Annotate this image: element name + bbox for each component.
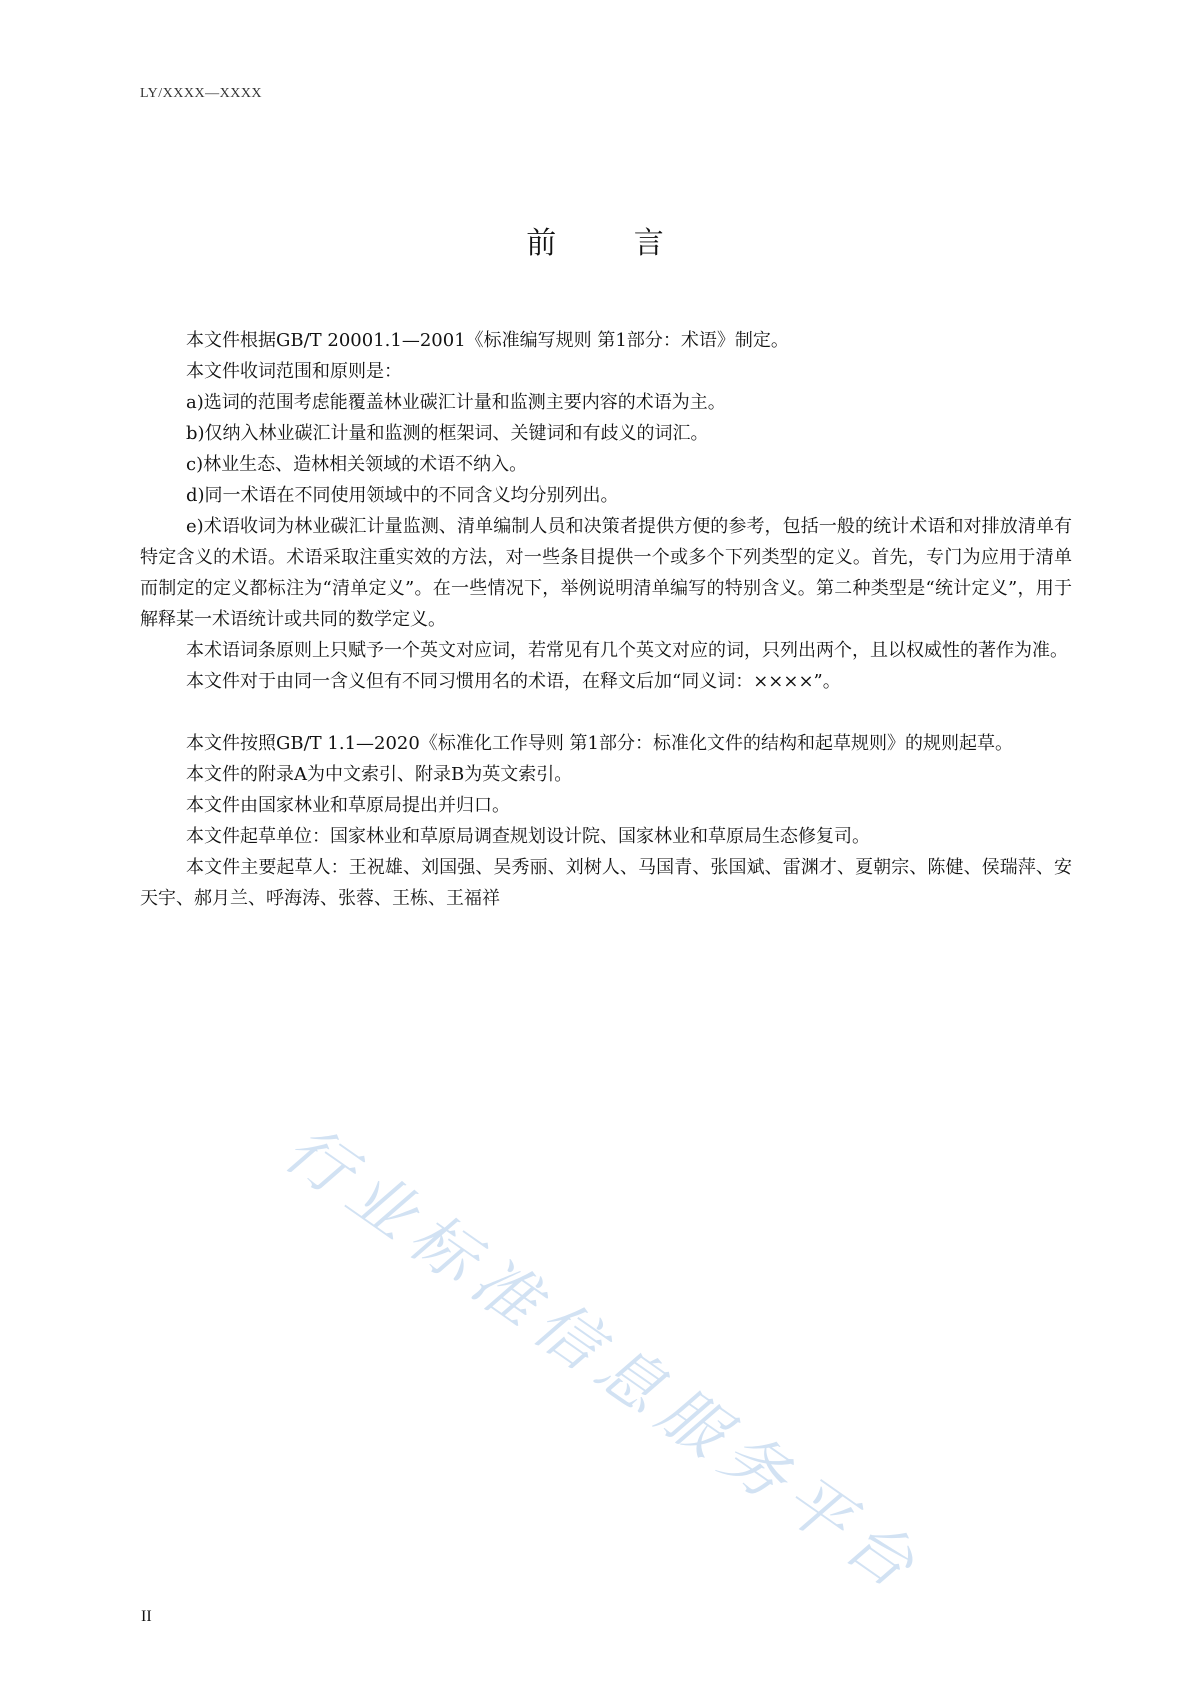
paragraph-item-c: c)林业生态、造林相关领域的术语不纳入。	[186, 454, 528, 475]
paragraph-synonyms: 本文件对于由同一含义但有不同习惯用名的术语，在释文后加“同义词：××××”。	[186, 671, 841, 692]
paragraph-item-b: b)仅纳入林业碳汇计量和监测的框架词、关键词和有歧义的词汇。	[186, 423, 709, 444]
page-title: 前 言	[526, 226, 698, 261]
paragraph-drafting-rules: 本文件按照GB/T 1.1—2020《标准化工作导则 第1部分：标准化文件的结构和起草规则》的规则起草。	[186, 733, 1014, 754]
preface-body	[140, 325, 1072, 914]
paragraph-drafting-units: 本文件起草单位：国家林业和草原局调查规划设计院、国家林业和草原局生态修复司。	[186, 826, 870, 847]
document-code: LY/XXXX—XXXX	[140, 86, 263, 101]
watermark: 行业标准信息服务平台	[270, 1112, 936, 1609]
paragraph-item-e: e)术语收词为林业碳汇计量监测、清单编制人员和决策者提供方便的参考，包括一般的统计术语和对排放清单有特定含义的术语。术语采取注重实效的方法，对一些条目提供一个或多个下列类型的定义。首先，专门为应用于清单而制定的定义都标注为“清单定义”。在一些情况下，举例说明清单编写的特别含义。第二种类型是“统计定义”，用于解释某一术语统计或共同的数学定义。	[140, 516, 1072, 630]
paragraph-drafters: 本文件主要起草人：王祝雄、刘国强、吴秀丽、刘树人、马国青、张国斌、雷渊才、夏朝宗、陈健、侯瑞萍、安天宇、郝月兰、呼海涛、张蓉、王栋、王福祥	[140, 857, 1072, 909]
paragraph-basis: 本文件根据GB/T 20001.1—2001《标准编写规则 第1部分：术语》制定。	[186, 330, 789, 351]
paragraph-english-equivalents: 本术语词条原则上只赋予一个英文对应词，若常见有几个英文对应的词，只列出两个，且以权威性的著作为准。	[186, 640, 1068, 661]
paragraph-proposer: 本文件由国家林业和草原局提出并归口。	[186, 795, 510, 816]
paragraph-annexes: 本文件的附录A为中文索引、附录B为英文索引。	[186, 764, 573, 785]
page-number: II	[141, 1608, 152, 1625]
paragraph-item-a: a)选词的范围考虑能覆盖林业碳汇计量和监测主要内容的术语为主。	[186, 392, 726, 413]
paragraph-scope-intro: 本文件收词范围和原则是：	[186, 361, 402, 382]
paragraph-item-d: d)同一术语在不同使用领域中的不同含义均分别列出。	[186, 485, 619, 506]
